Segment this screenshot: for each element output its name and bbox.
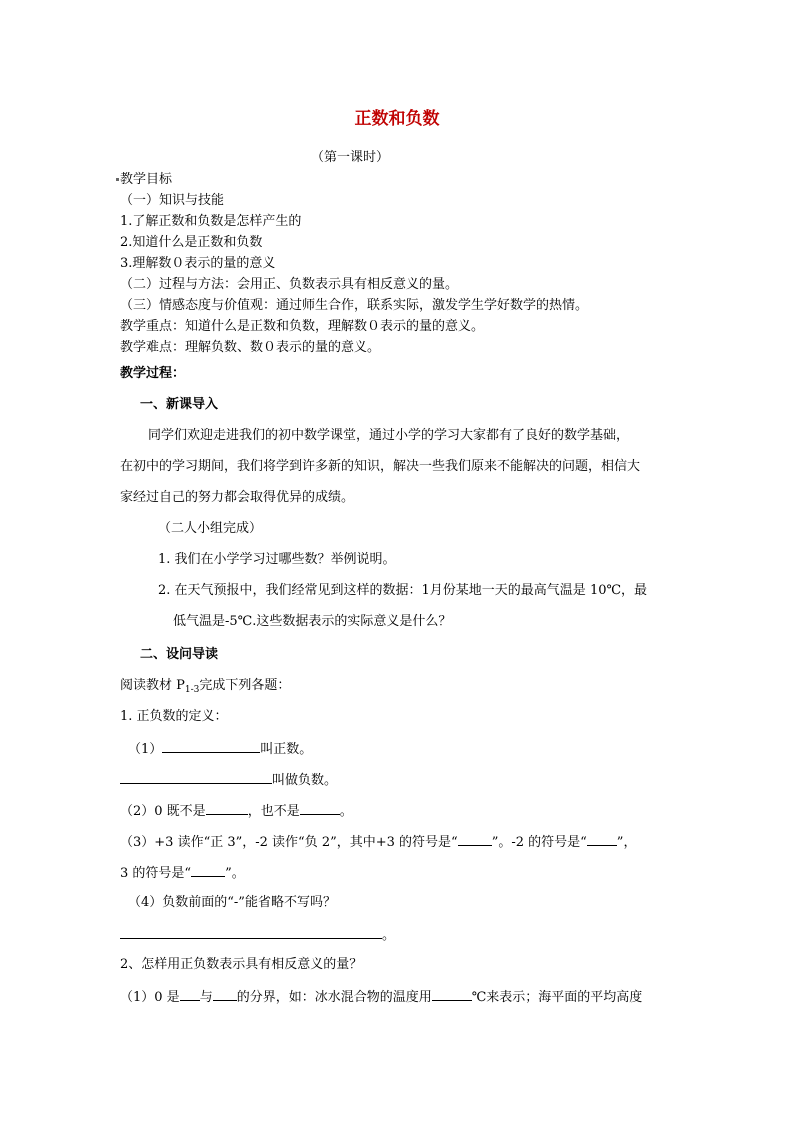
knowledge-item-1: 1.了解正数和负数是怎样产生的 bbox=[120, 214, 302, 229]
document-subtitle: （第一课时） bbox=[310, 150, 389, 165]
boundary-question bbox=[120, 988, 642, 1006]
sign-question-line-1 bbox=[120, 833, 636, 851]
sign-question-part-e: ”。 bbox=[225, 866, 245, 881]
zero-question-part-b: ，也不是 bbox=[247, 804, 300, 819]
emotion-line: （三）情感态度与价值观：通过师生合作，联系实际，激发学生学好数学的热情。 bbox=[120, 298, 589, 313]
key-point-line: 教学重点：知道什么是正数和负数，理解数０表示的量的意义。 bbox=[120, 319, 485, 334]
definition-positive-prefix: （1） bbox=[128, 742, 163, 757]
boundary-part-d: ℃来表示；海平面的平均高度 bbox=[471, 990, 643, 1005]
minus-omit-question: （4）负数前面的“-”能省略不写吗？ bbox=[128, 895, 336, 910]
opposite-quantity-question: 2、怎样用正负数表示具有相反意义的量？ bbox=[120, 957, 363, 972]
minus-omit-answer bbox=[120, 926, 395, 944]
question-2-line-1: 2. 在天气预报中，我们经常见到这样的数据：1月份某地一天的最高气温是 10℃，最 bbox=[158, 583, 648, 598]
definition-positive-suffix: 叫正数。 bbox=[260, 742, 313, 757]
blank-positive-definition[interactable] bbox=[162, 740, 260, 753]
blank-zero-not-2[interactable] bbox=[300, 802, 340, 815]
blank-sign-minus2[interactable] bbox=[587, 833, 617, 846]
definition-heading: 1. 正负数的定义： bbox=[120, 709, 228, 724]
definition-negative-suffix: 叫做负数。 bbox=[272, 773, 338, 788]
knowledge-item-3: 3.理解数０表示的量的意义 bbox=[120, 256, 276, 271]
paragraph-marker-icon bbox=[116, 178, 119, 181]
blank-ice-water-temp[interactable] bbox=[432, 988, 472, 1001]
blank-sign-3[interactable] bbox=[191, 864, 225, 877]
intro-paragraph-line-2: 在初中的学习期间，我们将学到许多新的知识，解决一些我们原来不能解决的问题，相信大 bbox=[120, 459, 641, 474]
pair-work-note: （二人小组完成） bbox=[158, 521, 263, 536]
question-1: 1. 我们在小学学习过哪些数？举例说明。 bbox=[158, 552, 396, 567]
zero-question-part-c: 。 bbox=[339, 804, 353, 819]
zero-question-part-a: （2）0 既不是 bbox=[120, 804, 206, 819]
boundary-part-b: 与 bbox=[199, 990, 213, 1005]
intro-paragraph-line-3: 家经过自己的努力都会取得优异的成绩。 bbox=[120, 490, 355, 505]
sign-question-part-c: ”， bbox=[616, 835, 637, 850]
blank-sign-plus3[interactable] bbox=[458, 833, 492, 846]
document-title: 正数和负数 bbox=[354, 109, 440, 129]
reading-pages: 1-3 bbox=[184, 685, 200, 695]
section1-heading: 一、新课导入 bbox=[140, 397, 219, 412]
boundary-part-a: （1）0 是 bbox=[120, 990, 180, 1005]
sign-question-part-b: ”。-2 的符号是“ bbox=[491, 835, 587, 850]
sign-question-part-a: （3）+3 读作“正 3”，-2 读作“负 2”，其中+3 的符号是“ bbox=[120, 835, 458, 850]
knowledge-item-2: 2.知道什么是正数和负数 bbox=[120, 235, 263, 250]
blank-minus-omit-answer[interactable] bbox=[120, 926, 382, 939]
blank-negative-definition[interactable] bbox=[120, 771, 272, 784]
definition-positive bbox=[128, 740, 312, 758]
blank-zero-not-1[interactable] bbox=[206, 802, 248, 815]
section2-heading: 二、设问导读 bbox=[140, 647, 219, 662]
sign-question-part-d: 3 的符号是“ bbox=[120, 866, 192, 881]
reading-instruction bbox=[120, 678, 290, 698]
reading-suffix: 完成下列各题： bbox=[199, 678, 291, 693]
reading-prefix: 阅读教材 P bbox=[120, 678, 185, 693]
process-heading: 教学过程： bbox=[120, 366, 186, 381]
knowledge-heading: （一）知识与技能 bbox=[120, 193, 225, 208]
zero-question bbox=[120, 802, 353, 820]
process-method-line: （二）过程与方法：会用正、负数表示具有相反意义的量。 bbox=[120, 277, 459, 292]
definition-negative bbox=[120, 771, 337, 789]
question-2-line-2: 低气温是-5℃.这些数据表示的实际意义是什么？ bbox=[173, 614, 452, 629]
boundary-part-c: 的分界，如：冰水混合物的温度用 bbox=[236, 990, 432, 1005]
minus-omit-answer-end: 。 bbox=[382, 928, 396, 943]
objectives-heading: 教学目标 bbox=[120, 172, 173, 187]
blank-boundary-2[interactable] bbox=[213, 988, 237, 1001]
sign-question-line-2 bbox=[120, 864, 245, 882]
blank-boundary-1[interactable] bbox=[180, 988, 200, 1001]
difficulty-line: 教学难点：理解负数、数０表示的量的意义。 bbox=[120, 340, 381, 355]
intro-paragraph-line-1: 同学们欢迎走进我们的初中数学课堂，通过小学的学习大家都有了良好的数学基础， bbox=[148, 428, 630, 443]
